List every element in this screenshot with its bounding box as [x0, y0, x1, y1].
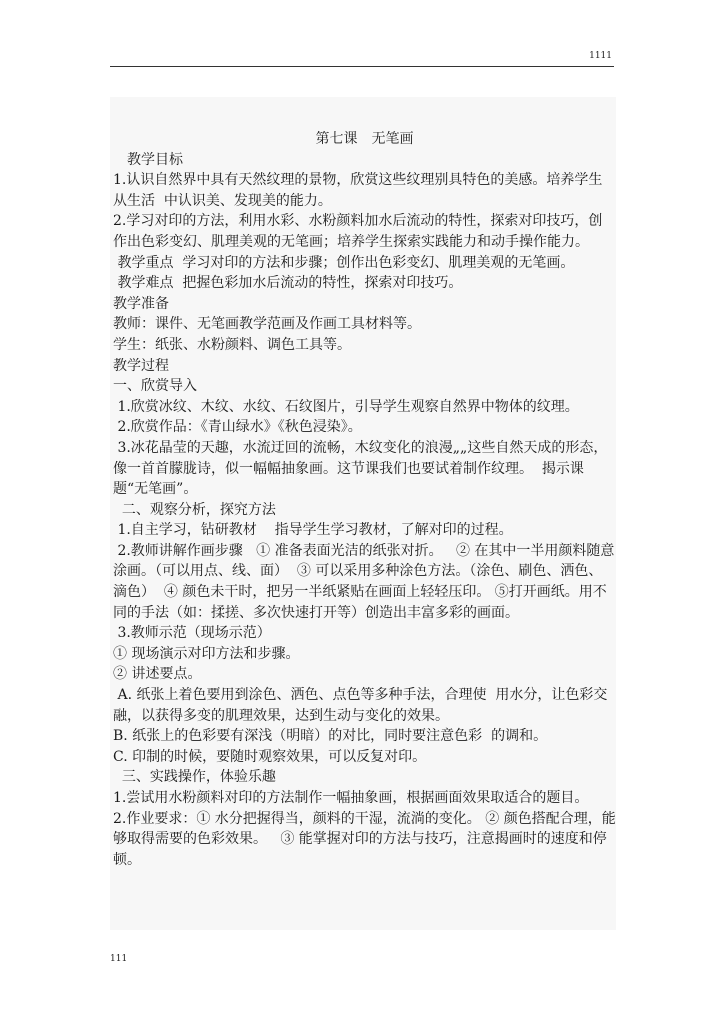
paragraph: 教学目标	[113, 151, 183, 168]
paragraph: 2.欣赏作品：《青山绿水》《秋色浸染》。	[113, 419, 362, 436]
paragraph: ① 现场演示对印方法和步骤。	[113, 645, 300, 662]
paragraph: 2.作业要求：① 水分把握得当，颜料的干湿，流淌的变化。 ② 颜色搭配合理，能够取得需要的色彩效果。 ③ 能掌握对印的方法与技巧，注意揭画时的速度和停顿。	[113, 810, 616, 868]
paragraph: 2.学习对印的方法，利用水彩、水粉颜料加水后流动的特性，探索对印技巧，创作出色彩变幻、肌理美观的无笔画；培养学生探索实践能力和动手操作能力。	[113, 213, 603, 250]
paragraph: 3.教师示范（现场示范）	[113, 625, 271, 642]
paragraph: C. 印制的时候，要随时观察效果，可以反复对印。	[113, 748, 427, 765]
paragraph: 教学过程	[113, 357, 169, 374]
lesson-title: 第七课 无笔画	[315, 131, 414, 147]
paragraph: 1.自主学习，钻研教材 指导学生学习教材，了解对印的过程。	[113, 522, 513, 539]
footer-page-number: 111	[110, 954, 128, 964]
header-page-number: 1111	[589, 51, 612, 61]
paragraph: 三、实践操作，体验乐趣	[113, 769, 276, 786]
paragraph: 教师：课件、无笔画教学范画及作画工具材料等。	[113, 316, 421, 333]
paragraph: 3.冰花晶莹的天趣，水流迂回的流畅，木纹变化的浪漫„„这些自然天成的形态，像一首首朦胧诗，似一幅幅抽象画。这节课我们也要试着制作纹理。 揭示课题“无笔画”。	[113, 439, 608, 498]
paragraph: 一、欣赏导入	[113, 378, 197, 395]
paragraph: 教学重点 学习对印的方法和步骤；创作出色彩变幻、肌理美观的无笔画。	[113, 254, 575, 271]
header-rule	[110, 66, 614, 67]
paragraph: 2.教师讲解作画步骤 ① 准备表面光洁的纸张对折。 ② 在其中一半用颜料随意涂画。（可以用点、线、面） ③ 可以采用多种涂色方法。（涂色、刷色、洒色、滴色） ④ 颜色未干时，把另一半纸紧贴在画面上轻轻压印。 ⑤打开画纸。用不同的手法（如：揉搓、多次快速打开等）创造出丰富多彩的画面。	[113, 542, 615, 621]
paragraph: A. 纸张上着色要用到涂色、洒色、点色等多种手法，合理使 用水分，让色彩交融，以获得多变的肌理效果，达到生动与变化的效果。	[113, 687, 608, 724]
document-lines	[113, 150, 616, 871]
document-body	[110, 97, 616, 930]
paragraph: 教学难点 把握色彩加水后流动的特性，探索对印技巧。	[113, 275, 463, 292]
paragraph: ② 讲述要点。	[113, 666, 202, 683]
paragraph: 教学准备	[113, 295, 169, 312]
paragraph: 1.认识自然界中具有天然纹理的景物，欣赏这些纹理别具特色的美感。培养学生从生活 中认识美、发现美的能力。	[113, 172, 603, 209]
paragraph: 1.尝试用水粉颜料对印的方法制作一幅抽象画，根据画面效果取适合的题目。	[113, 790, 589, 806]
paragraph: B. 纸张上的色彩要有深浅（明暗）的对比，同时要注意色彩 的调和。	[113, 728, 548, 745]
paragraph: 1.欣赏冰纹、木纹、水纹、石纹图片，引导学生观察自然界中物体的纹理。	[113, 398, 579, 415]
paragraph: 学生：纸张、水粉颜料、调色工具等。	[113, 336, 351, 353]
paragraph: 二、观察分析，探究方法	[113, 501, 276, 518]
